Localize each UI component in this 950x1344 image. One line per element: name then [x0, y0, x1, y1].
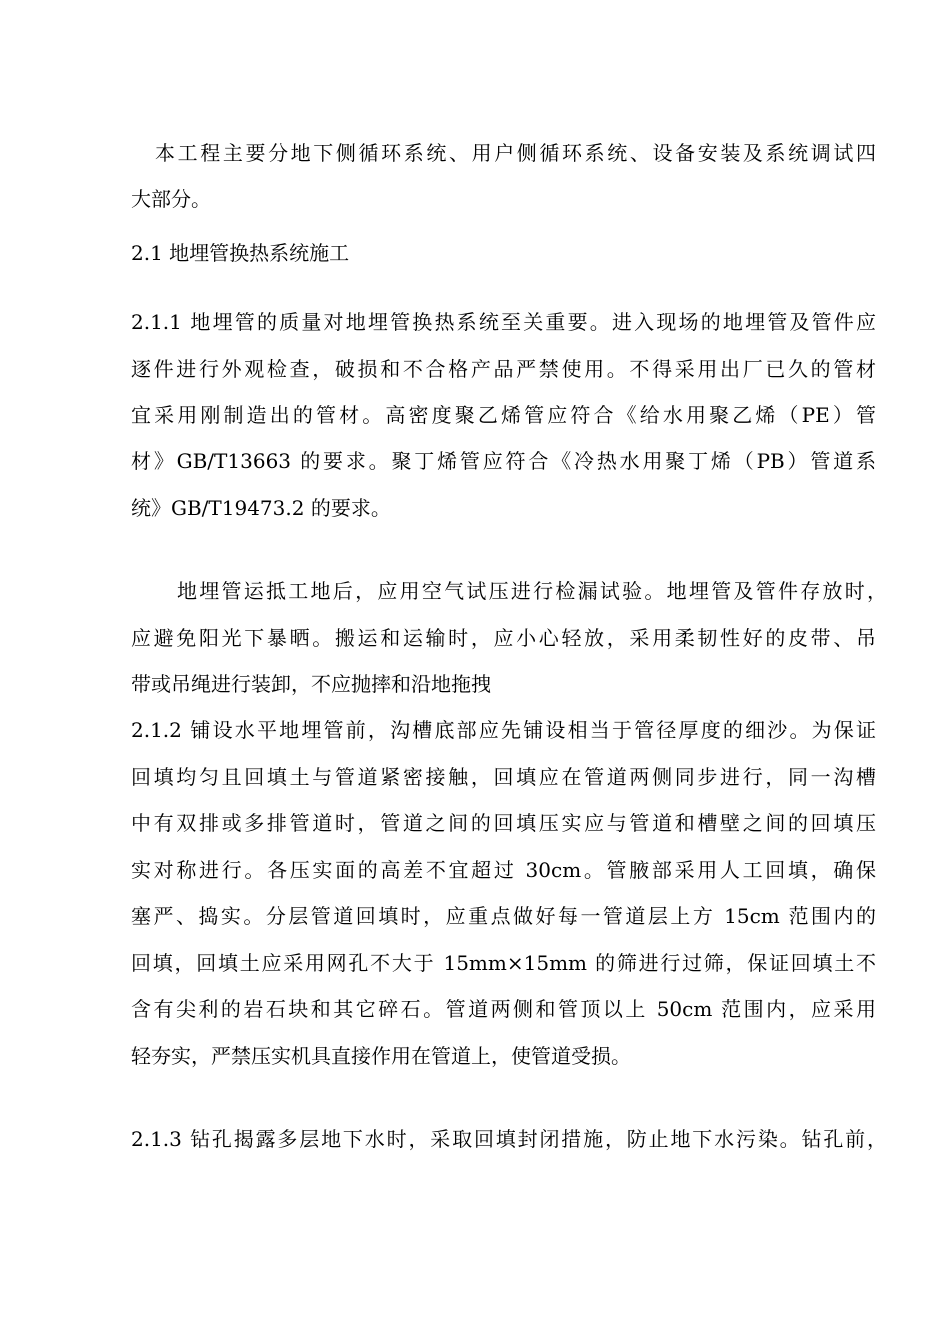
section-2-1-2-line-7: 含有尖利的岩石块和其它碎石。管道两侧和管顶以上 50cm 范围内，应采用	[131, 997, 876, 1021]
section-2-1-2-line-5: 塞严、捣实。分层管道回填时，应重点做好每一管道层上方 15cm 范围内的	[131, 904, 876, 928]
intro-line-1: 本工程主要分地下侧循环系统、用户侧循环系统、设备安装及系统调试四	[155, 141, 876, 165]
section-2-1-1-line-5: 统》GB/T19473.2 的要求。	[131, 496, 391, 520]
section-2-1-2-line-2: 回填均匀且回填土与管道紧密接触，回填应在管道两侧同步进行，同一沟槽	[131, 765, 876, 789]
section-2-1-1-line-2: 逐件进行外观检查，破损和不合格产品严禁使用。不得采用出厂已久的管材	[131, 357, 876, 381]
section-2-1-2-line-3: 中有双排或多排管道时，管道之间的回填压实应与管道和槽壁之间的回填压	[131, 811, 876, 835]
section-2-1-1-line-4: 材》GB/T13663 的要求。聚丁烯管应符合《冷热水用聚丁烯（PB）管道系	[131, 449, 876, 473]
intro-line-2: 大部分。	[131, 187, 211, 211]
section-2-1-2-line-1: 2.1.2 铺设水平地埋管前，沟槽底部应先铺设相当于管径厚度的细沙。为保证	[131, 718, 876, 742]
section-2-1-1-line-3: 宜采用刚制造出的管材。高密度聚乙烯管应符合《给水用聚乙烯（PE）管	[131, 403, 876, 427]
section-2-1-3-line-1: 2.1.3 钻孔揭露多层地下水时，采取回填封闭措施，防止地下水污染。钻孔前，	[131, 1127, 887, 1151]
heading-2-1: 2.1 地埋管换热系统施工	[131, 241, 350, 265]
transport-line-3: 带或吊绳进行装卸，不应抛摔和沿地拖拽	[131, 672, 491, 696]
transport-line-2: 应避免阳光下暴晒。搬运和运输时，应小心轻放，采用柔韧性好的皮带、吊	[131, 626, 876, 650]
transport-line-1: 地埋管运抵工地后，应用空气试压进行检漏试验。地埋管及管件存放时，	[177, 579, 887, 603]
section-2-1-2-line-8: 轻夯实，严禁压实机具直接作用在管道上，使管道受损。	[131, 1044, 631, 1068]
section-2-1-1-line-1: 2.1.1 地埋管的质量对地埋管换热系统至关重要。进入现场的地埋管及管件应	[131, 310, 876, 334]
section-2-1-2-line-4: 实对称进行。各压实面的高差不宜超过 30cm。管腋部采用人工回填，确保	[131, 858, 876, 882]
section-2-1-2-line-6: 回填，回填土应采用网孔不大于 15mm×15mm 的筛进行过筛，保证回填土不	[131, 951, 876, 975]
